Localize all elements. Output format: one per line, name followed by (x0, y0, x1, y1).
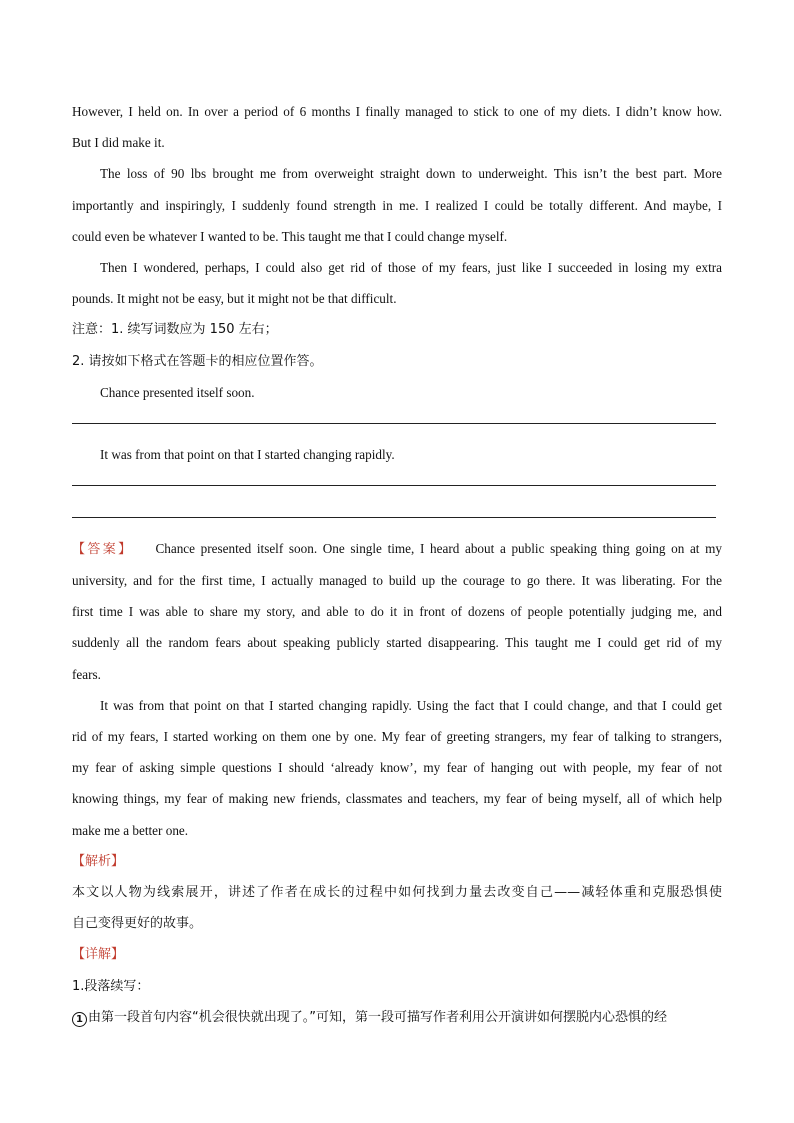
answer-line: my fear of asking simple questions I should ‘already know’, my fear of hanging out with people, my fear of not (72, 760, 722, 776)
answer-rule (72, 408, 722, 439)
paragraph-line: could even be whatever I wanted to be. This taught me that I could change myself. (72, 228, 508, 244)
answer-line: It was from that point on that I started changing rapidly. Using the fact that I could change, and that I could get (100, 697, 722, 713)
answer-line: 【答案】 Chance presented itself soon. One single time, I heard about a public speaking thing going on at my (72, 540, 722, 557)
document-page (72, 96, 722, 1033)
detail-label: 【详解】 (72, 947, 125, 963)
answer-line: rid of my fears, I started working on them one by one. My fear of greeting strangers, my fear of talking to strangers, (72, 729, 722, 745)
paragraph-line: pounds. It might not be easy, but it might not be that difficult. (72, 291, 397, 307)
answer-rule (72, 502, 722, 533)
answer-line: suddenly all the random fears about speaking publicly started disappearing. This taught me I could get rid of my (72, 635, 722, 651)
detail-line: 1 由第一段首句内容“机会很快就出现了。”可知，第一段可描写作者利用公开演讲如何摆脱内心恐惧的经 (72, 1002, 722, 1033)
answer-line: make me a better one. (72, 822, 189, 838)
answer-label: 【答案】 (72, 541, 134, 557)
note-line: 2. 请按如下格式在答题卡的相应位置作答。 (72, 353, 323, 369)
prompt-sentence: Chance presented itself soon. (100, 384, 255, 400)
analysis-line: 本文以人物为线索展开，讲述了作者在成长的过程中如何找到力量去改变自己——减轻体重和克服恐惧使 (72, 885, 722, 901)
paragraph-line: The loss of 90 lbs brought me from overweight straight down to underweight. This isn’t the best part. More (100, 166, 722, 182)
circled-number: 1 (72, 1012, 87, 1027)
answer-line: knowing things, my fear of making new friends, classmates and teachers, my fear of being myself, all of which help (72, 791, 722, 807)
prompt-sentence: It was from that point on that I started changing rapidly. (100, 447, 395, 463)
analysis-line: 自己变得更好的故事。 (72, 916, 203, 932)
answer-line: university, and for the first time, I actually managed to build up the courage to go there. It was liberating. For the (72, 573, 722, 588)
answer-line: fears. (72, 666, 101, 682)
answer-rule (72, 470, 722, 501)
paragraph-line: However, I held on. In over a period of 6 months I finally managed to stick to one of my diets. I didn’t know how. (72, 104, 722, 119)
paragraph-line: But I did make it. (72, 135, 165, 151)
paragraph-line: Then I wondered, perhaps, I could also get rid of those of my fears, just like I succeeded in losing my extra (100, 260, 722, 276)
analysis-label: 【解析】 (72, 853, 125, 869)
note-line: 注意：1. 续写词数应为 150 左右； (72, 322, 278, 338)
answer-line: first time I was able to share my story, and able to do it in front of dozens of people potentially judging me, and (72, 604, 722, 620)
paragraph-line: importantly and inspiringly, I suddenly found strength in me. I realized I could be totally different. And maybe, I (72, 197, 722, 213)
detail-subheading: 1.段落续写： (72, 978, 150, 994)
